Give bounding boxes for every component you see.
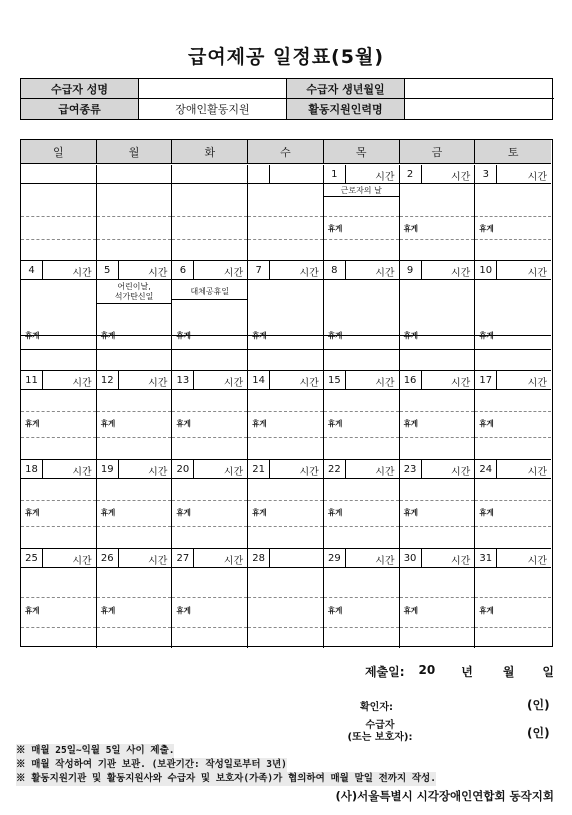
hours-label: 시간 (148, 467, 168, 478)
day-header-row (324, 261, 399, 280)
holiday-note: 석가탄신일 (114, 292, 154, 301)
guide-line (248, 411, 323, 412)
recipient-birth-label: 수급자 생년월일 (287, 79, 405, 99)
guide-line (324, 411, 399, 412)
hours-label: 시간 (299, 378, 319, 389)
rest-label: 휴게 (252, 331, 267, 340)
day-header-row (400, 460, 475, 479)
day-number: 18 (21, 460, 43, 478)
day-number: 6 (172, 261, 194, 279)
recipient-birth-field[interactable] (405, 79, 554, 99)
guide-line (97, 437, 172, 438)
rest-label: 휴게 (25, 419, 40, 428)
day-header-row (475, 549, 551, 568)
calendar-day-cell[interactable] (324, 165, 400, 260)
holiday-note: 어린이날, (117, 282, 151, 291)
assistant-name-label: 활동지원인력명 (287, 99, 405, 119)
guide-line (400, 526, 475, 527)
day-header-row (172, 165, 247, 184)
recipient-name-field[interactable] (139, 79, 287, 99)
guide-line (475, 239, 551, 240)
day-header-row (248, 460, 323, 479)
calendar-empty-cell (172, 165, 248, 260)
hours-label: 시간 (299, 268, 319, 279)
day-header-row (475, 261, 551, 280)
calendar-day-cell[interactable] (475, 371, 551, 459)
day-header-row (400, 371, 475, 390)
calendar-day-cell[interactable] (172, 549, 248, 648)
calendar-day-cell[interactable] (97, 371, 173, 459)
day-number: 26 (97, 549, 119, 567)
guide-line (21, 349, 96, 350)
guide-line (475, 216, 551, 217)
month-unit: 월 (502, 665, 515, 679)
guide-line (172, 437, 247, 438)
calendar-week (21, 165, 551, 261)
rest-label: 휴게 (176, 508, 191, 517)
blank-day-box (248, 165, 270, 183)
day-number: 2 (400, 165, 422, 183)
guide-line (400, 437, 475, 438)
weekday-tue: 화 (172, 140, 248, 163)
benefit-type-label: 급여종류 (21, 99, 139, 119)
calendar-day-cell[interactable] (248, 460, 324, 548)
hours-label: 시간 (148, 556, 168, 567)
guide-line (248, 239, 323, 240)
day-number: 25 (21, 549, 43, 567)
guide-line (475, 411, 551, 412)
hours-label: 시간 (72, 268, 92, 279)
guide-line (21, 500, 96, 501)
day-header-row (21, 460, 96, 479)
rest-label: 휴게 (327, 224, 343, 233)
day-number: 22 (324, 460, 346, 478)
guide-line (21, 526, 96, 527)
guide-line (172, 411, 247, 412)
calendar-day-cell[interactable] (21, 261, 97, 370)
guide-line (324, 349, 399, 350)
day-number: 20 (172, 460, 194, 478)
day-header-row (21, 371, 96, 390)
hours-label: 시간 (375, 556, 395, 567)
guide-line (172, 500, 247, 501)
rest-label: 휴게 (479, 224, 494, 233)
day-header-row (475, 460, 551, 479)
rest-label: 휴게 (100, 508, 116, 517)
day-header-row (324, 549, 399, 568)
rest-label: 휴게 (327, 419, 343, 428)
day-number: 4 (21, 261, 43, 279)
guide-line (400, 500, 475, 501)
calendar-day-cell[interactable] (324, 460, 400, 548)
day-header-row (21, 261, 96, 280)
note-underline (324, 196, 399, 197)
holiday-note: 대체공휴일 (190, 287, 230, 296)
guide-line (172, 216, 247, 217)
rest-label: 휴게 (327, 606, 343, 615)
day-header-row (324, 165, 399, 184)
weekday-thu: 목 (324, 140, 400, 163)
guide-line (475, 500, 551, 501)
note-line: ※ 매월 25일~익월 5일 사이 제출. (16, 745, 175, 756)
day-header-row (248, 165, 323, 184)
schedule-calendar (20, 139, 553, 647)
recipient-name-label: 수급자 성명 (21, 79, 139, 99)
rest-label: 휴게 (327, 508, 343, 517)
guide-line (475, 437, 551, 438)
instruction-notes (16, 744, 436, 786)
rest-label: 휴게 (100, 419, 116, 428)
confirmer-seal[interactable]: (인) (527, 698, 550, 712)
guide-line (172, 597, 247, 598)
rest-label: 휴게 (479, 508, 494, 517)
hours-label: 시간 (450, 268, 471, 279)
year-unit: 년 (461, 665, 473, 679)
guide-line (400, 597, 475, 598)
calendar-day-cell[interactable] (97, 261, 173, 370)
day-number: 8 (324, 261, 346, 279)
guide-line (97, 411, 172, 412)
guide-line (324, 526, 399, 527)
calendar-day-cell[interactable] (324, 261, 400, 370)
calendar-day-cell[interactable] (475, 165, 551, 260)
hours-label: 시간 (375, 172, 395, 183)
day-number: 21 (248, 460, 270, 478)
rest-label: 휴게 (403, 419, 419, 428)
rest-label: 휴게 (252, 508, 267, 517)
rest-label: 휴게 (176, 606, 191, 615)
hours-label: 시간 (450, 556, 471, 567)
day-number: 12 (97, 371, 119, 389)
hours-label: 시간 (375, 268, 395, 279)
rest-label: 휴게 (176, 419, 191, 428)
day-number: 31 (475, 549, 497, 567)
calendar-day-cell[interactable] (400, 261, 476, 370)
guide-line (400, 216, 475, 217)
calendar-day-cell[interactable] (248, 549, 324, 648)
guide-line (475, 597, 551, 598)
recipient-signature-line1: 수급자 (365, 720, 395, 731)
guide-line (97, 500, 172, 501)
submit-date-label: 제출일: (364, 665, 405, 679)
weekday-wed: 수 (248, 140, 324, 163)
hours-label: 시간 (527, 467, 547, 478)
calendar-empty-cell (21, 165, 97, 260)
calendar-week (21, 549, 551, 648)
holiday-note: 근로자의 날 (340, 186, 382, 195)
rest-label: 휴게 (252, 419, 267, 428)
weekday-fri: 금 (400, 140, 476, 163)
calendar-day-cell[interactable] (400, 460, 476, 548)
calendar-day-cell[interactable] (248, 371, 324, 459)
hours-label: 시간 (375, 467, 395, 478)
weekday-header (21, 140, 551, 164)
page-title: 급여제공 일정표(5월) (187, 46, 385, 68)
calendar-day-cell[interactable] (172, 371, 248, 459)
note-line: ※ 활동지원기관 및 활동지원사와 수급자 및 보호자(가족)가 협의하여 매월 말일 전까지 작성. (16, 773, 436, 784)
note-underline (97, 303, 172, 304)
calendar-week (21, 460, 551, 549)
calendar-week (21, 261, 551, 371)
day-number: 13 (172, 371, 194, 389)
calendar-day-cell[interactable] (400, 165, 476, 260)
hours-label: 시간 (527, 268, 547, 279)
submit-year[interactable]: 20 (418, 663, 436, 677)
day-header-row (324, 371, 399, 390)
calendar-day-cell[interactable] (172, 460, 248, 548)
guide-line (21, 411, 96, 412)
day-header-row (21, 165, 96, 184)
rest-label: 휴게 (25, 331, 40, 340)
guide-line (400, 627, 475, 628)
day-header-row (400, 165, 475, 184)
guide-line (248, 437, 323, 438)
guide-line (324, 437, 399, 438)
day-header-row (400, 261, 475, 280)
day-header-row (97, 371, 172, 390)
hours-label: 시간 (72, 467, 92, 478)
guide-line (248, 526, 323, 527)
day-header-row (172, 549, 247, 568)
guide-line (248, 627, 323, 628)
calendar-day-cell[interactable] (97, 549, 173, 648)
calendar-empty-cell (97, 165, 173, 260)
day-number: 15 (324, 371, 346, 389)
guide-line (21, 597, 96, 598)
guide-line (97, 239, 172, 240)
note-underline (172, 299, 247, 300)
day-number: 30 (400, 549, 422, 567)
hours-label: 시간 (450, 172, 471, 183)
guide-line (475, 526, 551, 527)
calendar-day-cell[interactable] (475, 261, 551, 370)
guide-line (21, 216, 96, 217)
day-header-row (324, 460, 399, 479)
hours-label: 시간 (223, 556, 244, 567)
day-number: 23 (400, 460, 422, 478)
rest-label: 휴게 (479, 419, 494, 428)
organization-name: (사)서울특별시 시각장애인연합회 동작지회 (335, 789, 554, 803)
hours-label: 시간 (527, 556, 547, 567)
day-header-row (97, 549, 172, 568)
guide-line (97, 349, 172, 350)
calendar-empty-cell (248, 165, 324, 260)
day-header-row (97, 460, 172, 479)
rest-label: 휴게 (479, 331, 494, 340)
day-number: 1 (324, 165, 346, 183)
guide-line (400, 349, 475, 350)
calendar-day-cell[interactable] (324, 549, 400, 648)
calendar-day-cell[interactable] (324, 371, 400, 459)
hours-label: 시간 (148, 268, 168, 279)
guide-line (21, 627, 96, 628)
day-header-row (475, 165, 551, 184)
calendar-day-cell[interactable] (97, 460, 173, 548)
recipient-signature-label (340, 720, 420, 744)
guide-line (97, 526, 172, 527)
day-number: 5 (97, 261, 119, 279)
guide-line (21, 239, 96, 240)
guide-line (172, 627, 247, 628)
day-number: 16 (400, 371, 422, 389)
rest-label: 휴게 (100, 331, 116, 340)
guide-line (172, 349, 247, 350)
guide-line (97, 216, 172, 217)
hours-label: 시간 (375, 378, 395, 389)
rest-label: 휴게 (403, 331, 419, 340)
guide-line (400, 239, 475, 240)
guide-line (324, 239, 399, 240)
rest-label: 휴게 (403, 508, 419, 517)
recipient-signature-line2: (또는 보호자): (347, 732, 413, 743)
guide-line (172, 239, 247, 240)
hours-label: 시간 (450, 467, 471, 478)
confirmer-label: 확인자: (360, 702, 393, 713)
day-number: 3 (475, 165, 497, 183)
calendar-day-cell[interactable] (400, 549, 476, 648)
guide-line (475, 349, 551, 350)
hours-label: 시간 (72, 378, 92, 389)
rest-label: 휴게 (25, 606, 40, 615)
calendar-day-cell[interactable] (475, 549, 551, 648)
guide-line (172, 526, 247, 527)
guide-line (97, 627, 172, 628)
calendar-day-cell[interactable] (475, 460, 551, 548)
day-number: 10 (475, 261, 497, 279)
day-number: 9 (400, 261, 422, 279)
day-header-row (248, 371, 323, 390)
guide-line (324, 627, 399, 628)
day-header-row (97, 165, 172, 184)
benefit-type-value: 장애인활동지원 (139, 99, 287, 119)
assistant-name-field[interactable] (405, 99, 554, 119)
submit-date (365, 663, 554, 680)
hours-label: 시간 (527, 378, 547, 389)
guide-line (324, 597, 399, 598)
guide-line (248, 597, 323, 598)
calendar-day-cell[interactable] (248, 261, 324, 370)
guide-line (475, 627, 551, 628)
calendar-day-cell[interactable] (21, 549, 97, 648)
day-number: 17 (475, 371, 497, 389)
calendar-day-cell[interactable] (21, 371, 97, 459)
weekday-sat: 토 (475, 140, 551, 163)
day-number: 28 (248, 549, 270, 567)
hours-label: 시간 (148, 378, 168, 389)
day-header-row (172, 261, 247, 280)
recipient-seal[interactable]: (인) (527, 726, 550, 740)
day-header-row (248, 261, 323, 280)
hours-label: 시간 (72, 556, 92, 567)
guide-line (21, 437, 96, 438)
hours-label: 시간 (527, 172, 547, 183)
day-header-row (475, 371, 551, 390)
hours-label: 시간 (223, 378, 244, 389)
day-number: 29 (324, 549, 346, 567)
guide-line (248, 500, 323, 501)
day-header-row (97, 261, 172, 280)
day-header-row (248, 549, 323, 568)
day-header-row (400, 549, 475, 568)
day-header-row (21, 549, 96, 568)
day-number: 14 (248, 371, 270, 389)
hours-label: 시간 (299, 467, 319, 478)
guide-line (248, 349, 323, 350)
rest-label: 휴게 (176, 331, 191, 340)
calendar-day-cell[interactable] (172, 261, 248, 370)
rest-label: 휴게 (100, 606, 116, 615)
rest-label: 휴게 (403, 606, 419, 615)
calendar-day-cell[interactable] (400, 371, 476, 459)
day-number: 11 (21, 371, 43, 389)
guide-line (324, 216, 399, 217)
day-number: 27 (172, 549, 194, 567)
hours-label: 시간 (450, 378, 471, 389)
day-number: 24 (475, 460, 497, 478)
day-number: 19 (97, 460, 119, 478)
rest-label: 휴게 (403, 224, 419, 233)
calendar-day-cell[interactable] (21, 460, 97, 548)
rest-label: 휴게 (327, 331, 343, 340)
guide-line (400, 411, 475, 412)
weekday-mon: 월 (97, 140, 173, 163)
guide-line (97, 597, 172, 598)
guide-line (324, 500, 399, 501)
rest-label: 휴게 (479, 606, 494, 615)
day-header-row (172, 460, 247, 479)
weekday-sun: 일 (21, 140, 97, 163)
note-line: ※ 매월 작성하여 기관 보관. (보관기간: 작성일로부터 3년) (16, 759, 287, 770)
day-header-row (172, 371, 247, 390)
calendar-week (21, 371, 551, 460)
day-number: 7 (248, 261, 270, 279)
recipient-info-table (20, 78, 553, 120)
hours-label: 시간 (223, 467, 244, 478)
day-unit: 일 (542, 665, 554, 679)
guide-line (248, 216, 323, 217)
hours-label: 시간 (223, 268, 244, 279)
rest-label: 휴게 (25, 508, 40, 517)
